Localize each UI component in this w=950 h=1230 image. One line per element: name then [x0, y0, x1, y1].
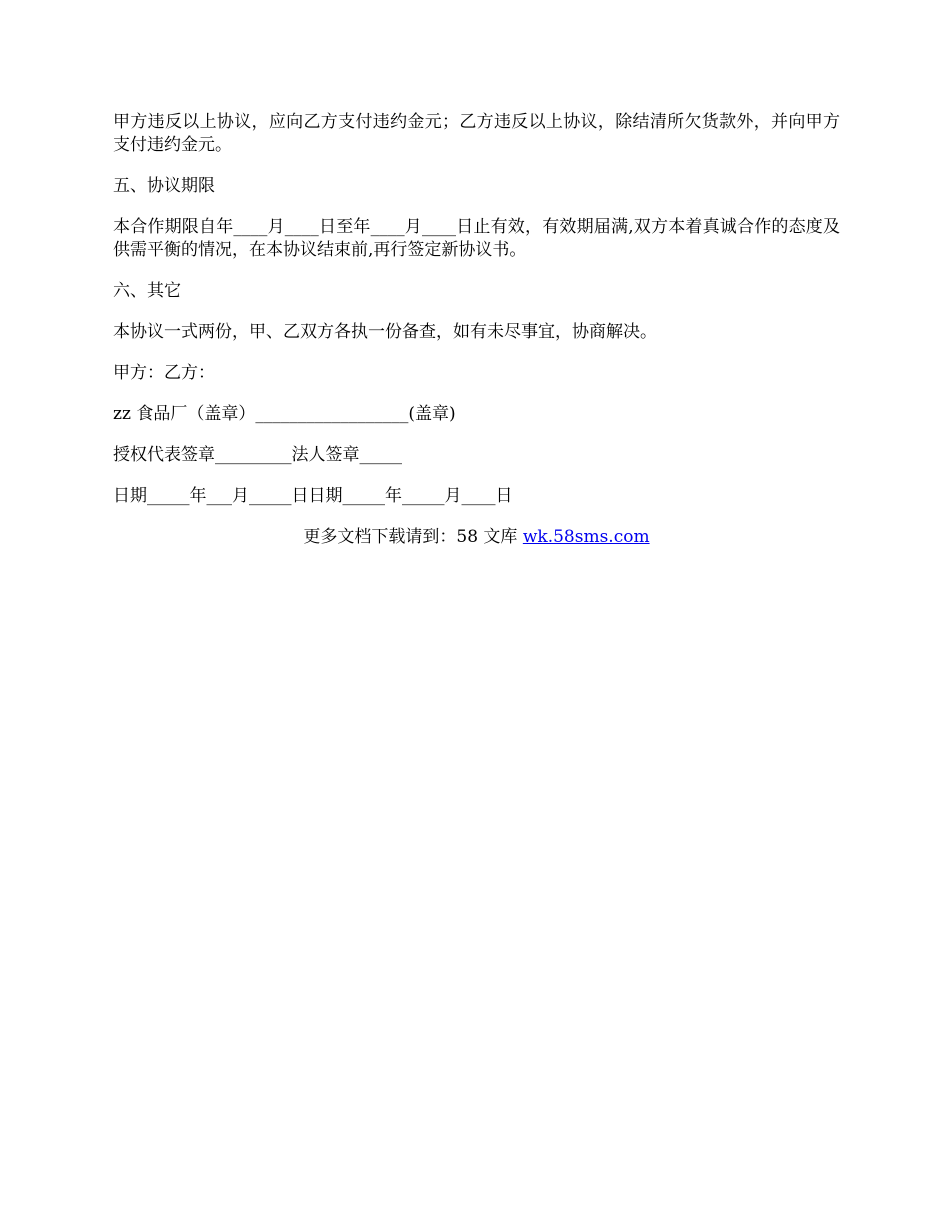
signature-line: 授权代表签章_________法人签章_____ — [113, 445, 402, 465]
paragraph-breach-penalty: 甲方违反以上协议，应向乙方支付违约金元；乙方违反以上协议，除结清所欠货款外，并向甲方支付违约金元。 — [113, 112, 840, 155]
footer-text: 更多文档下载请到：58 文库 — [303, 527, 523, 547]
paragraph-term-details: 本合作期限自年____月____日至年____月____日止有效，有效期届满,双方本着真诚合作的态度及供需平衡的情况，在本协议结束前,再行签定新协议书。 — [113, 217, 840, 260]
heading-agreement-term: 五、协议期限 — [113, 176, 215, 196]
parties-label: 甲方：乙方： — [113, 363, 215, 383]
download-footer — [113, 526, 840, 549]
date-line: 日期_____年___月_____日日期_____年_____月____日 — [113, 486, 513, 506]
paragraph-copies: 本协议一式两份，甲、乙双方各执一份备查，如有未尽事宜，协商解决。 — [113, 322, 657, 342]
document-body — [113, 111, 840, 549]
footer-link[interactable]: wk.58sms.com — [522, 527, 650, 547]
seal-line: zz 食品厂（盖章）__________________(盖章) — [113, 404, 456, 424]
heading-other: 六、其它 — [113, 281, 181, 301]
